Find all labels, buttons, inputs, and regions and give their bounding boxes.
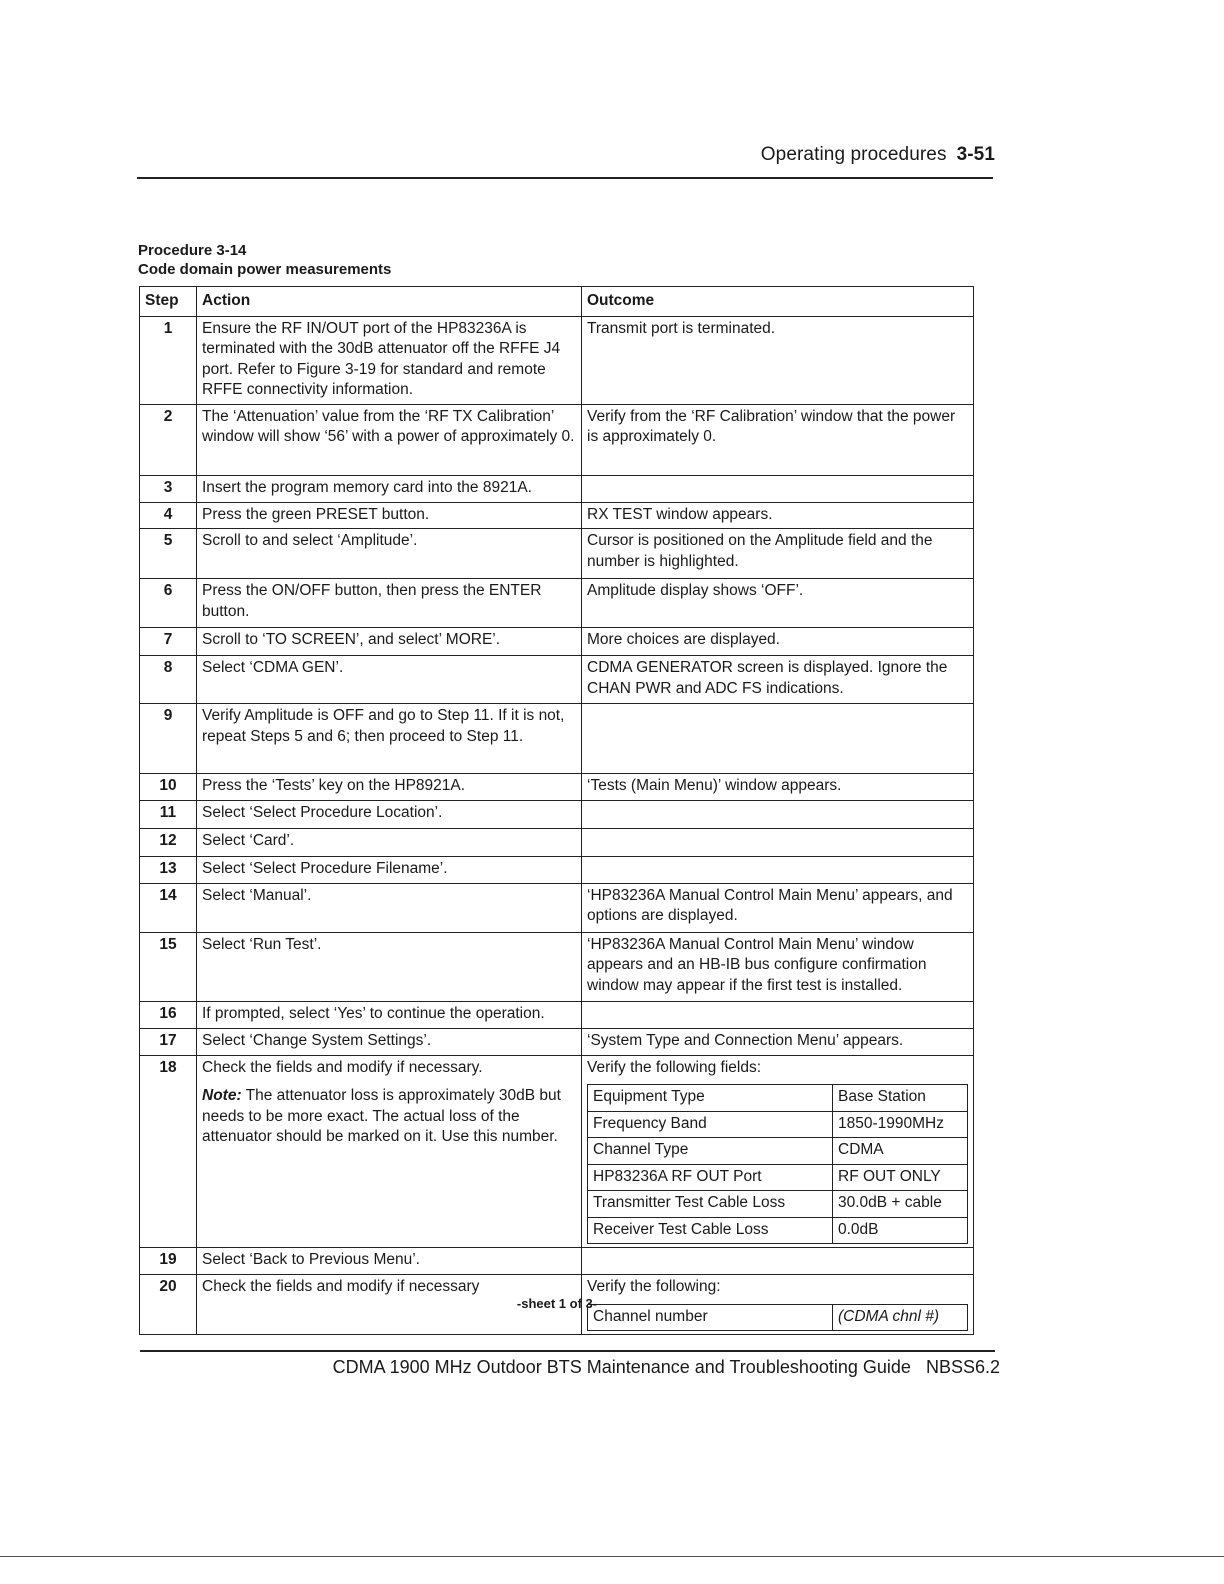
step-outcome <box>582 829 974 857</box>
step-number: 10 <box>140 774 197 801</box>
field-value: Base Station <box>833 1085 968 1112</box>
step-column-header: Step <box>140 287 197 317</box>
step-outcome: Amplitude display shows ‘OFF’. <box>582 579 974 628</box>
table-row <box>140 1001 974 1028</box>
step-action: Verify Amplitude is OFF and go to Step 11. If it is not, repeat Steps 5 and 6; then proceed to Step 11. <box>197 704 582 774</box>
step-number: 8 <box>140 656 197 704</box>
procedure-table <box>139 286 974 1335</box>
step-number: 9 <box>140 704 197 774</box>
field-row <box>588 1217 968 1244</box>
table-row <box>140 883 974 932</box>
step-number: 12 <box>140 829 197 857</box>
field-name: Equipment Type <box>588 1085 833 1112</box>
step-number: 2 <box>140 404 197 475</box>
step-outcome: RX TEST window appears. <box>582 502 974 529</box>
step-number: 15 <box>140 932 197 1001</box>
fields-list <box>587 1084 968 1244</box>
step-outcome: Cursor is positioned on the Amplitude field and the number is highlighted. <box>582 529 974 579</box>
step-outcome <box>582 1001 974 1028</box>
step-action: Ensure the RF IN/OUT port of the HP83236A is terminated with the 30dB attenuator off the RFFE J4 port. Refer to Figure 3-19 for standard and remote RFFE connectivity information. <box>197 316 582 404</box>
field-row <box>588 1138 968 1165</box>
field-row <box>588 1164 968 1191</box>
step-outcome <box>582 475 974 502</box>
step-number: 14 <box>140 883 197 932</box>
table-row-18 <box>140 1055 974 1248</box>
step-outcome: Transmit port is terminated. <box>582 316 974 404</box>
step-action: Select ‘Select Procedure Location’. <box>197 801 582 829</box>
table-body <box>140 316 974 1335</box>
step-outcome: More choices are displayed. <box>582 628 974 656</box>
table-row <box>140 932 974 1001</box>
table-row <box>140 316 974 404</box>
table-row <box>140 404 974 475</box>
step-action: Press the green PRESET button. <box>197 502 582 529</box>
step-number: 7 <box>140 628 197 656</box>
field-value: 1850-1990MHz <box>833 1111 968 1138</box>
field-value: RF OUT ONLY <box>833 1164 968 1191</box>
step-outcome <box>582 704 974 774</box>
step-action: Select ‘Select Procedure Filename’. <box>197 857 582 884</box>
step-number: 17 <box>140 1028 197 1055</box>
section-title: Operating procedures <box>760 144 947 165</box>
step-action: Select ‘Back to Previous Menu’. <box>197 1248 582 1275</box>
step-outcome: ‘System Type and Connection Menu’ appears. <box>582 1028 974 1055</box>
step-action: Scroll to ‘TO SCREEN’, and select’ MORE’. <box>197 628 582 656</box>
table-row-19 <box>140 1248 974 1275</box>
outcome-intro: Verify the following fields: <box>587 1058 762 1076</box>
step-action: Scroll to and select ‘Amplitude’. <box>197 529 582 579</box>
step-action: Check the fields and modify if necessary <box>197 1275 582 1335</box>
field-name: Frequency Band <box>588 1111 833 1138</box>
step-number: 11 <box>140 801 197 829</box>
table-header-row <box>140 287 974 317</box>
step-outcome <box>582 857 974 884</box>
field-name: Transmitter Test Cable Loss <box>588 1191 833 1218</box>
table-row <box>140 656 974 704</box>
step-action: Select ‘Run Test’. <box>197 932 582 1001</box>
step-number: 19 <box>140 1248 197 1275</box>
step-outcome <box>582 1055 974 1248</box>
running-footer <box>300 1357 1000 1378</box>
table-row <box>140 475 974 502</box>
step-action: The ‘Attenuation’ value from the ‘RF TX Calibration’ window will show ‘56’ with a power of approximately 0. <box>197 404 582 475</box>
step-action <box>197 1055 582 1248</box>
table-row <box>140 579 974 628</box>
step-outcome <box>582 1248 974 1275</box>
step-action: If prompted, select ‘Yes’ to continue the operation. <box>197 1001 582 1028</box>
step-outcome: ‘HP83236A Manual Control Main Menu’ appears, and options are displayed. <box>582 883 974 932</box>
step-number: 16 <box>140 1001 197 1028</box>
table-row <box>140 1028 974 1055</box>
table-row <box>140 529 974 579</box>
step-outcome: ‘Tests (Main Menu)’ window appears. <box>582 774 974 801</box>
table-row <box>140 502 974 529</box>
step-outcome: Verify from the ‘RF Calibration’ window that the power is approximately 0. <box>582 404 974 475</box>
footer-rule <box>140 1350 995 1352</box>
step-action: Select ‘Manual’. <box>197 883 582 932</box>
scan-edge-line <box>0 1556 1224 1557</box>
step-number: 13 <box>140 857 197 884</box>
procedure-number: Procedure 3-14 <box>138 242 247 259</box>
table-row <box>140 829 974 857</box>
table-row <box>140 857 974 884</box>
step-number: 1 <box>140 316 197 404</box>
step-number: 4 <box>140 502 197 529</box>
step-outcome: CDMA GENERATOR screen is displayed. Ignore the CHAN PWR and ADC FS indications. <box>582 656 974 704</box>
step-outcome <box>582 801 974 829</box>
field-name: HP83236A RF OUT Port <box>588 1164 833 1191</box>
procedure-title: Code domain power measurements <box>138 261 392 278</box>
outcome-intro: Verify the following: <box>587 1278 721 1295</box>
header-rule <box>137 177 993 179</box>
table-row <box>140 628 974 656</box>
step-number: 5 <box>140 529 197 579</box>
table-row <box>140 801 974 829</box>
action-column-header: Action <box>197 287 582 317</box>
step-outcome: ‘HP83236A Manual Control Main Menu’ window appears and an HB-IB bus configure confirmation window may appear if the first test is installed. <box>582 932 974 1001</box>
step-action: Press the ON/OFF button, then press the ENTER button. <box>197 579 582 628</box>
field-row <box>588 1085 968 1112</box>
step-number: 18 <box>140 1055 197 1248</box>
step-action: Insert the program memory card into the 8921A. <box>197 475 582 502</box>
step-action-text: Check the fields and modify if necessary. <box>202 1058 483 1076</box>
footer-title: CDMA 1900 MHz Outdoor BTS Maintenance and Troubleshooting Guide <box>332 1357 911 1377</box>
table-row <box>140 774 974 801</box>
running-header <box>700 144 995 166</box>
field-value: 30.0dB + cable <box>833 1191 968 1218</box>
field-value: CDMA <box>833 1138 968 1165</box>
note-text: The attenuator loss is approximately 30dB but needs to be more exact. The actual loss of the attenuator should be marked on it. Use this number. <box>202 1087 561 1145</box>
step-number: 6 <box>140 579 197 628</box>
note <box>202 1086 576 1148</box>
procedure-heading <box>138 241 391 279</box>
table-row <box>140 704 974 774</box>
field-row <box>588 1191 968 1218</box>
field-value: (CDMA chnl #) <box>833 1304 968 1331</box>
field-row <box>588 1111 968 1138</box>
step-number: 20 <box>140 1275 197 1335</box>
footer-code: NBSS6.2 <box>925 1357 1000 1377</box>
note-label: Note: <box>202 1087 242 1104</box>
step-number: 3 <box>140 475 197 502</box>
step-action: Select ‘Change System Settings’. <box>197 1028 582 1055</box>
step-action: Press the ‘Tests’ key on the HP8921A. <box>197 774 582 801</box>
sheet-indicator: -sheet 1 of 3- <box>516 1296 598 1311</box>
page-number: 3-51 <box>956 144 995 165</box>
field-value: 0.0dB <box>833 1217 968 1244</box>
outcome-column-header: Outcome <box>582 287 974 317</box>
step-action: Select ‘CDMA GEN’. <box>197 656 582 704</box>
step-action: Select ‘Card’. <box>197 829 582 857</box>
field-name: Receiver Test Cable Loss <box>588 1217 833 1244</box>
field-name: Channel Type <box>588 1138 833 1165</box>
field-name: Channel number <box>588 1304 833 1331</box>
